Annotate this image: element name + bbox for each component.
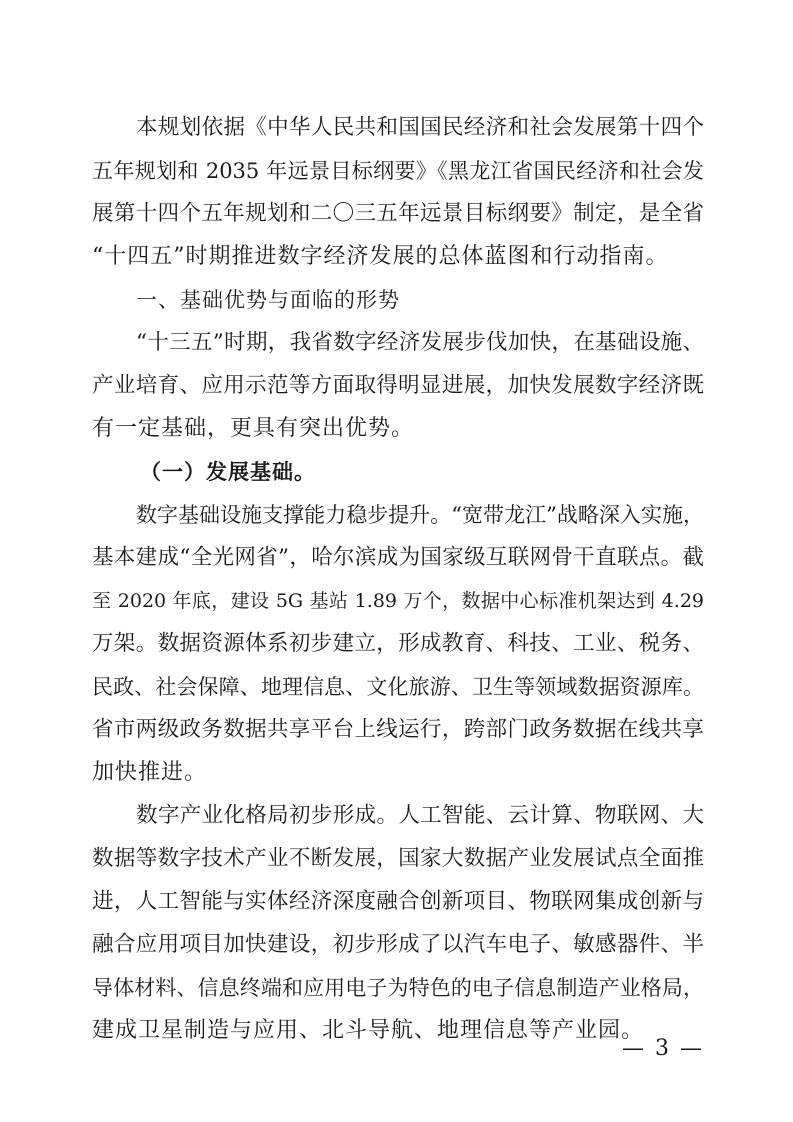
para2-line-6: 建成卫星制造与应用、北斗导航、地理信息等产业园。 xyxy=(92,1018,645,1043)
para2-line-2: 数据等数字技术产业不断发展，国家大数据产业发展试点全面推 xyxy=(92,846,704,871)
para2-line-4: 融合应用项目加快建设，初步形成了以汽车电子、敏感器件、半 xyxy=(92,932,704,957)
para1-line-6: 省市两级政务数据共享平台上线运行，跨部门政务数据在线共享 xyxy=(92,717,704,742)
para2-line-3: 进，人工智能与实体经济深度融合创新项目、物联网集成创新与 xyxy=(92,889,704,914)
section-heading: 一、基础优势与面临的形势 xyxy=(136,288,400,312)
para1-line-1: 数字基础设施支撑能力稳步提升。“宽带龙江”战略深入实施， xyxy=(136,503,704,527)
intro-line-3: 展第十四个五年规划和二〇三五年远景目标纲要》制定，是全省 xyxy=(92,201,704,226)
section1-line-3: 有一定基础，更具有突出优势。 xyxy=(92,416,415,441)
para1-line-4: 万架。数据资源体系初步建立，形成教育、科技、工业、税务、 xyxy=(92,631,704,656)
para1-line-3: 至 2020 年底，建设 5G 基站 1.89 万个，数据中心标准机架达到 4.29 xyxy=(92,590,704,612)
subsection-heading: （一）发展基础。 xyxy=(140,460,316,484)
intro-line-4: “十四五”时期推进数字经济发展的总体蓝图和行动指南。 xyxy=(92,244,669,269)
intro-line-1: 本规划依据《中华人民共和国国民经济和社会发展第十四个 xyxy=(136,115,704,140)
para1-line-2: 基本建成“全光网省”，哈尔滨成为国家级互联网骨干直联点。截 xyxy=(92,545,704,570)
para1-line-7: 加快推进。 xyxy=(92,760,208,785)
section1-line-2: 产业培育、应用示范等方面取得明显进展，加快发展数字经济既 xyxy=(92,373,704,398)
page-number: — 3 — xyxy=(622,1036,704,1061)
section1-line-1: “十三五”时期，我省数字经济发展步伐加快，在基础设施、 xyxy=(136,330,704,355)
intro-line-2: 五年规划和 2035 年远景目标纲要》《黑龙江省国民经济和社会发 xyxy=(92,159,704,183)
para2-line-1: 数字产业化格局初步形成。人工智能、云计算、物联网、大 xyxy=(136,803,704,828)
para1-line-5: 民政、社会保障、地理信息、文化旅游、卫生等领域数据资源库。 xyxy=(92,675,704,699)
para2-line-5: 导体材料、信息终端和应用电子为特色的电子信息制造产业格局， xyxy=(92,976,704,1000)
